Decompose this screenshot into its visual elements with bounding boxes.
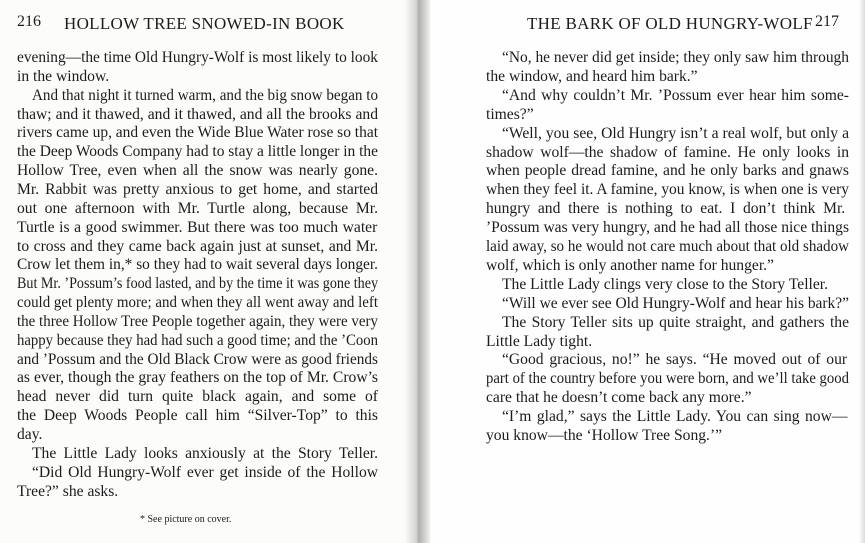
- text-line: day.: [17, 426, 43, 443]
- text-line: in the window.: [17, 67, 110, 85]
- text-line: part of the country before you were born, and we’ll take good: [486, 370, 849, 388]
- text-line: when they feel it. A famine, you know, is when one is very: [486, 181, 849, 199]
- text-line: And that night it turned warm, and the big snow began to: [32, 86, 378, 104]
- text-line: and ’Possum and the Old Black Crow were as good friends: [17, 350, 378, 368]
- text-line: ’Possum was very hungry, and he had all those nice things: [486, 219, 849, 237]
- right-page: [430, 0, 865, 543]
- text-line: “Good gracious, no!” he says. “He moved out of our: [502, 351, 848, 369]
- text-line: “Will we ever see Old Hungry-Wolf and hear his bark?”: [502, 294, 849, 312]
- text-line: when people dread famine, and he only barks and gnaws: [486, 162, 849, 180]
- text-line: happy because they had had such a good time; and the ’Coon: [17, 331, 378, 349]
- text-line: the three Hollow Tree People together again, they were very: [17, 312, 378, 330]
- text-line: out one afternoon with Mr. Turtle along, because Mr.: [17, 199, 378, 217]
- text-line: rivers came up, and even the Wide Blue Water rose so that: [17, 124, 378, 142]
- text-line: shadow wolf—the shadow of famine. He only looks in: [486, 143, 849, 161]
- running-head: THE BARK OF OLD HUNGRY-WOLF: [527, 14, 813, 33]
- text-line: Turtle is a good swimmer. But there was too much water: [17, 218, 378, 236]
- page-edge: [859, 0, 865, 543]
- text-line: “Well, you see, Old Hungry isn’t a real wolf, but only a: [502, 124, 849, 142]
- text-line: “And why couldn’t Mr. ’Possum ever hear him some-: [502, 86, 849, 104]
- page-number: 217: [815, 13, 839, 30]
- running-head: HOLLOW TREE SNOWED-IN BOOK: [64, 14, 345, 33]
- text-line: care that he doesn’t come back any more.”: [486, 389, 752, 407]
- text-line: Mr. Rabbit was pretty anxious to get home, and started: [17, 180, 378, 198]
- text-line: Tree?” she asks.: [17, 482, 119, 500]
- text-line: head never did turn quite black again, and some of: [17, 388, 378, 406]
- text-line: “I’m glad,” says the Little Lady. You can sing now—: [502, 408, 848, 426]
- text-line: laid away, so he would not care much about that old shadow: [486, 238, 849, 255]
- text-line: The Little Lady clings very close to the Story Teller.: [502, 275, 829, 293]
- text-line: the Deep Woods People call him “Silver-Top” to this: [17, 407, 378, 425]
- text-line: The Story Teller sits up quite straight, and gathers the: [502, 313, 849, 331]
- text-line: Hollow Tree, even when all the snow was nearly gone.: [17, 162, 378, 180]
- text-line: times?”: [486, 105, 534, 123]
- page-number: 216: [17, 13, 41, 30]
- book-gutter: [405, 0, 430, 543]
- text-line: could get plenty more; and when they all went away and left: [17, 294, 378, 312]
- text-line: evening—the time Old Hungry-Wolf is most likely to look: [17, 49, 378, 66]
- text-line: as ever, though the gray feathers on the top of Mr. Crow’s: [17, 369, 378, 387]
- text-line: to cross and they came back again just at sunset, and Mr.: [17, 237, 378, 255]
- text-line: wolf, which is only another name for hunger.”: [486, 256, 774, 274]
- text-line: Crow let them in,* so they had to wait several days longer.: [17, 256, 378, 274]
- text-line: The Little Lady looks anxiously at the Story Teller.: [32, 444, 378, 462]
- text-line: But Mr. ’Possum’s food lasted, and by the time it was gone they: [17, 275, 378, 293]
- text-line: you know—the ‘Hollow Tree Song.’”: [486, 427, 723, 444]
- text-line: the window, and heard him bark.”: [486, 67, 698, 85]
- text-line: hungry and there is nothing to eat. I don’t think Mr.: [486, 200, 846, 218]
- text-line: Little Lady tight.: [486, 332, 593, 350]
- text-line: the Deep Woods Company had to stay a little longer in the: [17, 143, 378, 161]
- text-line: “Did Old Hungry-Wolf ever get inside of the Hollow: [32, 463, 378, 481]
- text-line: “No, he never did get inside; they only saw him through: [502, 49, 849, 66]
- footnote: * See picture on cover.: [140, 514, 232, 525]
- left-page: [0, 0, 405, 543]
- text-line: thaw; and it thawed, and it thawed, and all the brooks and: [17, 105, 378, 123]
